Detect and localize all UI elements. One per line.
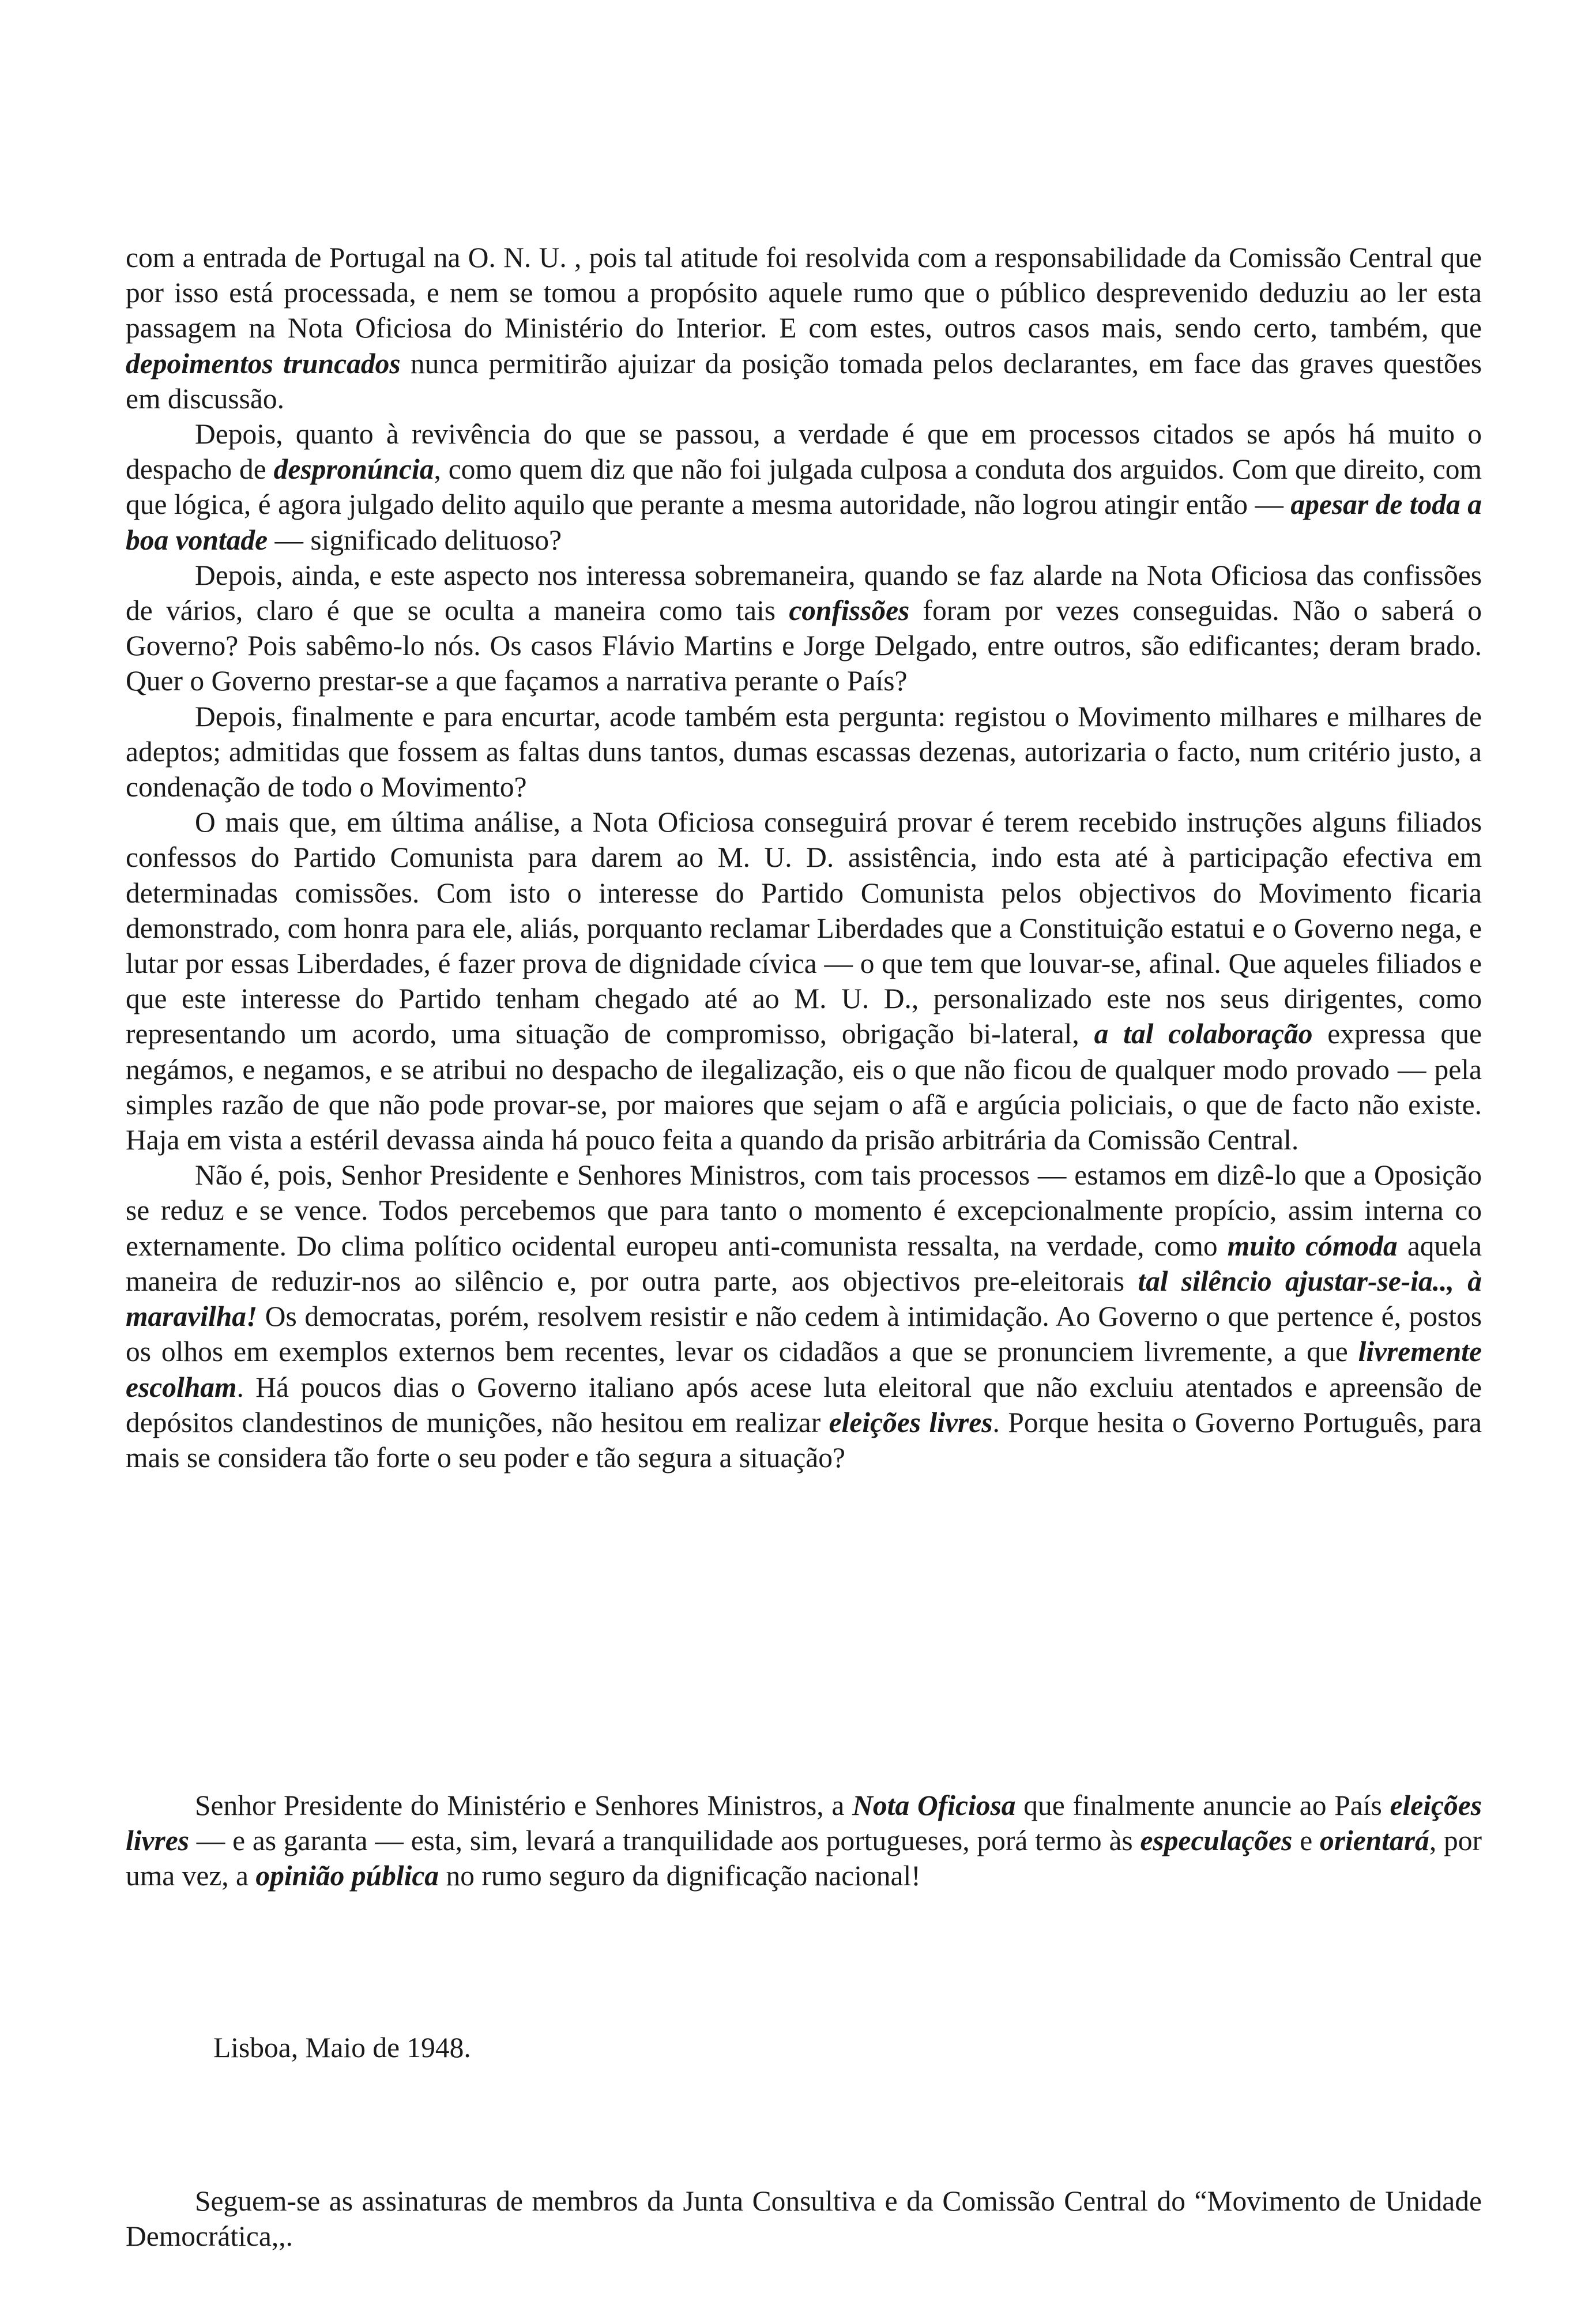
text-run: aquela maneira de reduzir-nos ao silêncio e, por outra parte, aos objectivos pre-eleitorais [126,1230,1482,1297]
text-run: O mais que, em última análise, a Nota Oficiosa conseguirá provar é terem recebido instruções alguns filiados confessos do Partido Comunista para darem ao M. U. D. assistência, indo esta até à participação efectiva em determinadas comissões. Com isto o interesse do Partido Comunista pelos objectivos do Movimento ficaria demonstrado, com honra para ele, aliás, porquanto reclamar Liberdades que a Constituição estatui e o Governo nega, e lutar por essas Liberdades, é fazer prova de dignidade cívica — o que tem que louvar-se, afinal. Que aqueles filiados e que este interesse do Partido tenham chegado até ao M. U. D., personalizado este nos seus dirigentes, como representando um acordo, uma situação de compromisso, obrigação bi-lateral, [126,806,1482,1050]
emphasized-text: eleições livres [126,1790,1482,1857]
emphasized-text: depoimentos truncados [126,347,401,379]
text-run: expressa que negámos, e negamos, e se atribui no despacho de ilegalização, eis o que não ficou de qualquer modo provado — pela simples razão de que não pode provar-se, por maiores que sejam o afã e argúcia policiais, o que de facto não existe. Haja em vista a estéril devassa ainda há pouco feita a quando da prisão arbitrária da Comissão Central. [126,1018,1482,1156]
text-run: e [1292,1825,1320,1857]
text-run: no rumo seguro da dignificação nacional! [439,1860,921,1892]
emphasized-text: a tal colaboração [1094,1018,1313,1050]
emphasized-text: opinião pública [255,1860,439,1892]
paragraph [126,558,1482,699]
text-run: Depois, ainda, e este aspecto nos interessa sobremaneira, quando se faz alarde na Nota Oficiosa das confissões de vários, claro é que se oculta a maneira como tais [126,559,1482,627]
text-run: foram por vezes conseguidas. Não o saberá o Governo? Pois sabêmo-lo nós. Os casos Flávio Martins e Jorge Delgado, entre outros, são edificantes; deram brado. Quer o Governo prestar-se a que façamos a narrativa perante o País? [126,595,1482,697]
closing-appeal [126,1788,1482,1894]
text-run: Depois, quanto à revivência do que se passou, a verdade é que em processos citados se após há muito o despacho de [126,418,1482,486]
emphasized-text: tal silêncio ajustar-se-ia.., à maravilha! [126,1265,1482,1333]
body-text [126,240,1482,1475]
emphasized-text: livremente escolham [126,1336,1482,1403]
emphasized-text: Nota Oficiosa [852,1790,1016,1821]
text-run: Não é, pois, Senhor Presidente e Senhores Ministros, com tais processos — estamos em dizê-lo que a Oposição se reduz e se vence. Todos percebemos que para tanto o momento é excepcionalmente propício, assim interna co externamente. Do clima político ocidental europeu anti-comunista ressalta, na verdade, como [126,1159,1482,1262]
dateline: Lisboa, Maio de 1948. [213,2032,471,2063]
emphasized-text: despronúncia [273,453,434,486]
paragraph [126,416,1482,558]
paragraph [126,240,1482,416]
paragraph [126,699,1482,805]
text-run: . Porque hesita o Governo Português, para mais se considera tão forte o seu poder e tão segura a situação? [126,1406,1482,1473]
text-run: Os democratas, porém, resolvem resistir e não cedem à intimidação. Ao Governo o que pertence é, postos os olhos em exemplos externos bem recentes, levar os cidadãos a que se pronunciem livremente, a que [126,1300,1482,1368]
text-run: com a entrada de Portugal na O. N. U. , pois tal atitude foi resolvida com a responsabilidade da Comissão Central que por isso está processada, e nem se tomou a propósito aquele rumo que o público desprevenido deduziu ao ler esta passagem na Nota Oficiosa do Ministério do Interior. E com estes, outros casos mais, sendo certo, também, que [126,242,1482,344]
text-run: Depois, finalmente e para encurtar, acode também esta pergunta: registou o Movimento milhares e milhares de adeptos; admitidas que fossem as faltas duns tantos, dumas escassas dezenas, autorizaria o facto, num critério justo, a condenação de todo o Movimento? [126,700,1482,803]
emphasized-text: apesar de toda a boa vontade [126,488,1482,556]
signatures-note [126,2183,1482,2254]
emphasized-text: confissões [789,595,910,627]
text-run: nunca permitirão ajuizar da posição tomada pelos declarantes, em face das graves questões em discussão. [126,347,1482,415]
paragraph [126,1157,1482,1475]
closing-paragraph [126,1788,1482,1894]
text-run: — significado delituoso? [268,524,562,556]
text-run: , por uma vez, a [126,1825,1482,1892]
text-run: que finalmente anuncie ao País [1015,1790,1390,1821]
emphasized-text: eleições livres [829,1406,993,1438]
text-run: — e as garanta — esta, sim, levará a tranquilidade aos portugueses, porá termo às [189,1825,1140,1857]
emphasized-text: orientará [1320,1825,1429,1857]
emphasized-text: muito cómoda [1227,1230,1398,1262]
signatures-note-text: Seguem-se as assinaturas de membros da Junta Consultiva e da Comissão Central do “Movimento de Unidade Democrática,,. [126,2185,1482,2253]
text-run: . Há poucos dias o Governo italiano após acese luta eleitoral que não excluiu atentados e apreensão de depósitos clandestinos de munições, não hesitou em realizar [126,1371,1482,1438]
emphasized-text: especulações [1140,1825,1293,1857]
text-run: , como quem diz que não foi julgada culposa a conduta dos arguidos. Com que direito, com que lógica, é agora julgado delito aquilo que perante a mesma autoridade, não logrou atingir então — [126,453,1482,521]
text-run: Senhor Presidente do Ministério e Senhores Ministros, a [195,1790,853,1821]
paragraph [126,805,1482,1157]
